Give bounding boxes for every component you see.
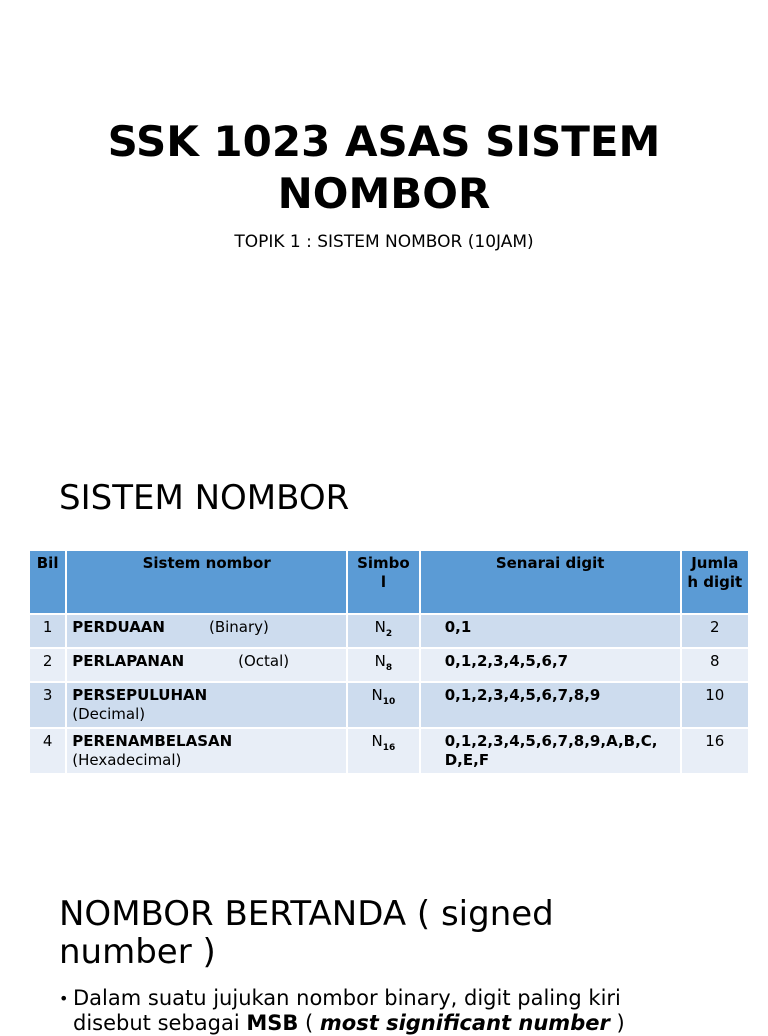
header-bil: Bil [30, 551, 66, 614]
cell-symbol [347, 682, 420, 728]
slide-heading: NOMBOR BERTANDA ( signed number ) [59, 894, 554, 972]
page-title: SSK 1023 ASAS SISTEM NOMBOR [107, 117, 661, 218]
table-row [30, 682, 748, 728]
cell-bil: 4 [30, 728, 66, 773]
system-alt-name: (Octal) [238, 652, 290, 670]
bullet-text-prefix: Dalam suatu jujukan nombor binary, digit paling kiri disebut sebagai [73, 986, 621, 1035]
table-row [30, 728, 748, 773]
table-row [30, 648, 748, 682]
symbol-base: 10 [382, 697, 396, 707]
cell-digit-count: 2 [681, 614, 748, 648]
cell-system-name [66, 614, 347, 648]
slide-heading: SISTEM NOMBOR [59, 478, 350, 518]
bullet-text-mid: ( [298, 1011, 320, 1035]
cell-system-name [66, 648, 347, 682]
system-alt-name: (Decimal) [72, 705, 146, 723]
title-slide [0, 0, 768, 440]
symbol-letter: N [374, 652, 386, 670]
system-name: PERLAPANAN [72, 652, 185, 670]
cell-symbol [347, 614, 420, 648]
cell-digits: 0,1,2,3,4,5,6,7,8,9 [420, 682, 681, 728]
cell-system-name [66, 728, 347, 773]
number-system-table [30, 551, 748, 773]
number-system-slide [0, 440, 768, 860]
header-sistem-nombor: Sistem nombor [66, 551, 347, 614]
table-header-row [30, 551, 748, 614]
cell-bil: 3 [30, 682, 66, 728]
bullet-dot-icon: • [59, 989, 69, 1008]
symbol-base: 8 [385, 663, 393, 673]
cell-symbol [347, 728, 420, 773]
cell-symbol [347, 648, 420, 682]
header-jumlah-digit: Jumla h digit [681, 551, 748, 614]
cell-digit-count: 16 [681, 728, 748, 773]
cell-digits: 0,1,2,3,4,5,6,7 [420, 648, 681, 682]
symbol-base: 2 [385, 629, 393, 639]
system-alt-name: (Binary) [208, 618, 269, 636]
cell-digits: 0,1,2,3,4,5,6,7,8,9,A,B,C,D,E,F [420, 728, 681, 773]
signed-number-slide [0, 860, 768, 1035]
system-name: PERSEPULUHAN [72, 686, 208, 704]
symbol-letter: N [371, 732, 383, 750]
msb-expansion: most significant number [319, 1011, 610, 1035]
header-simbol: Simbo l [347, 551, 420, 614]
bullet-text-suffix: ) [609, 1011, 625, 1035]
system-name: PERDUAAN [72, 618, 165, 636]
msb-term: MSB [246, 1011, 299, 1035]
header-senarai-digit: Senarai digit [420, 551, 681, 614]
system-alt-name: (Hexadecimal) [72, 751, 182, 769]
bullet-text [73, 986, 699, 1036]
symbol-letter: N [374, 618, 386, 636]
cell-system-name [66, 682, 347, 728]
page-subtitle: TOPIK 1 : SISTEM NOMBOR (10JAM) [234, 232, 534, 252]
cell-bil: 1 [30, 614, 66, 648]
table-row [30, 614, 748, 648]
cell-digit-count: 10 [681, 682, 748, 728]
system-name: PERENAMBELASAN [72, 732, 233, 750]
symbol-base: 16 [382, 743, 396, 753]
bullet-item [59, 986, 699, 1036]
symbol-letter: N [371, 686, 383, 704]
cell-bil: 2 [30, 648, 66, 682]
cell-digits: 0,1 [420, 614, 681, 648]
cell-digit-count: 8 [681, 648, 748, 682]
